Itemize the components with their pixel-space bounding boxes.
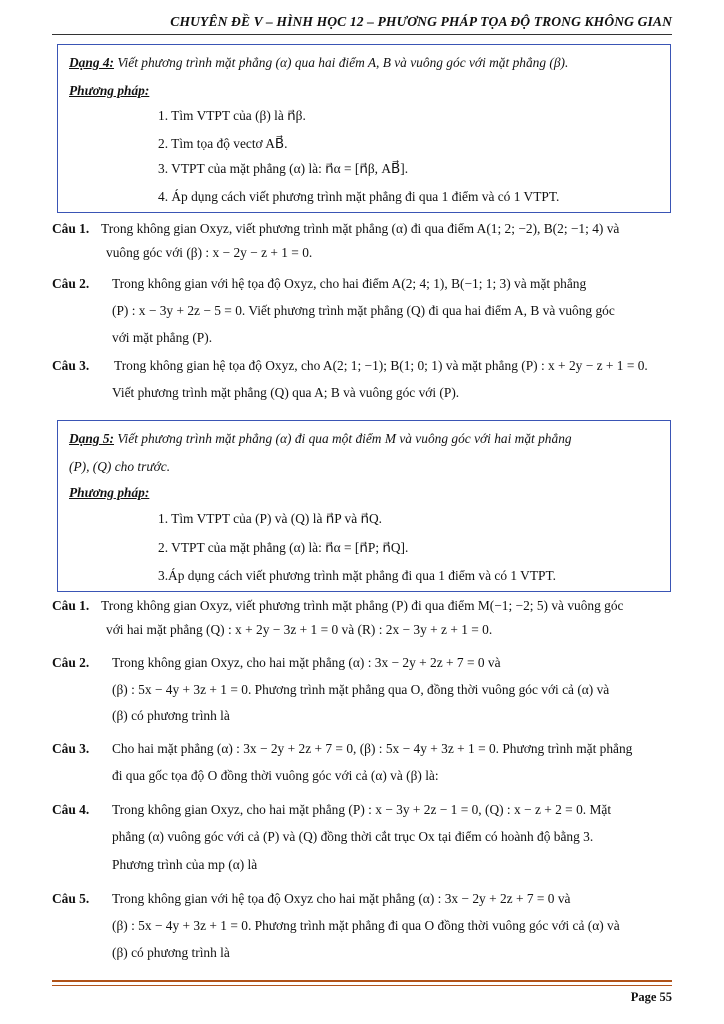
dang5-heading <box>69 431 572 447</box>
dang5-label: Dạng 5: <box>69 431 115 446</box>
question-label: Câu 3. <box>52 741 90 756</box>
question-line: với mặt phẳng (P). <box>112 330 213 345</box>
page-header: CHUYÊN ĐỀ V – HÌNH HỌC 12 – PHƯƠNG PHÁP TỌA ĐỘ TRONG KHÔNG GIAN <box>170 14 672 29</box>
question-line: Cho hai mặt phẳng (α) : 3x − 2y + 2z + 7 = 0, (β) : 5x − 4y + 3z + 1 = 0. Phương trình mặt phẳng <box>112 741 633 756</box>
dang4-step: 2. Tìm tọa độ vectơ AB⃗. <box>158 136 288 151</box>
question-line: (β) : 5x − 4y + 3z + 1 = 0. Phương trình mặt phẳng đi qua O đồng thời vuông góc với cả (α) và <box>112 918 620 933</box>
footer-divider <box>52 980 672 982</box>
question-line: (β) có phương trình là <box>112 708 230 723</box>
dang5-title-cont: (P), (Q) cho trước. <box>69 459 171 474</box>
question-line: đi qua gốc tọa độ O đồng thời vuông góc với cả (α) và (β) là: <box>112 768 439 783</box>
header-divider <box>52 34 672 35</box>
footer-divider-thin <box>52 985 672 986</box>
question-label: Câu 3. <box>52 358 90 373</box>
dang5-step: 2. VTPT của mặt phẳng (α) là: n⃗α = [n⃗P; n⃗Q]. <box>158 540 409 555</box>
page-number: Page 55 <box>630 990 672 1004</box>
dang4-step: 1. Tìm VTPT của (β) là n⃗β. <box>158 108 306 123</box>
dang4-heading <box>69 55 568 71</box>
dang5-step: 1. Tìm VTPT của (P) và (Q) là n⃗P và n⃗Q. <box>158 511 383 526</box>
question-label: Câu 2. <box>52 655 90 670</box>
question-line: (P) : x − 3y + 2z − 5 = 0. Viết phương trình mặt phẳng (Q) đi qua hai điểm A, B và vuông góc <box>112 303 615 318</box>
question-line: Viết phương trình mặt phẳng (Q) qua A; B và vuông góc với (P). <box>112 385 460 400</box>
question-line: Trong không gian với hệ tọa độ Oxyz cho hai mặt phẳng (α) : 3x − 2y + 2z + 7 = 0 và <box>112 891 571 906</box>
question-line: (β) có phương trình là <box>112 945 230 960</box>
dang5-title: Viết phương trình mặt phẳng (α) đi qua một điểm M và vuông góc với hai mặt phẳng <box>117 431 572 446</box>
question-label: Câu 2. <box>52 276 90 291</box>
question-line: Trong không gian hệ tọa độ Oxyz, cho A(2; 1; −1); B(1; 0; 1) và mặt phẳng (P) : x + 2y − z + 1 = 0. <box>114 358 648 373</box>
question-line: với hai mặt phẳng (Q) : x + 2y − 3z + 1 = 0 và (R) : 2x − 3y + z + 1 = 0. <box>106 622 493 637</box>
dang4-method-label: Phương pháp: <box>69 83 150 98</box>
question-label: Câu 1. <box>52 221 90 236</box>
question-label: Câu 4. <box>52 802 90 817</box>
question-label: Câu 1. <box>52 598 90 613</box>
question-line: Trong không gian với hệ tọa độ Oxyz, cho hai điểm A(2; 4; 1), B(−1; 1; 3) và mặt phẳng <box>112 276 587 291</box>
question-line: Trong không gian Oxyz, viết phương trình mặt phẳng (α) đi qua điểm A(1; 2; −2), B(2; −1; 4) và <box>101 221 620 236</box>
question-line: Phương trình của mp (α) là <box>112 857 258 872</box>
dang4-title: Viết phương trình mặt phẳng (α) qua hai điểm A, B và vuông góc với mặt phẳng (β). <box>117 55 569 70</box>
dang5-step: 3.Áp dụng cách viết phương trình mặt phẳng đi qua 1 điểm và có 1 VTPT. <box>158 568 557 583</box>
question-line: Trong không gian Oxyz, cho hai mặt phẳng (α) : 3x − 2y + 2z + 7 = 0 và <box>112 655 501 670</box>
question-line: Trong không gian Oxyz, cho hai mặt phẳng (P) : x − 3y + 2z − 1 = 0, (Q) : x − z + 2 = 0. Mặt <box>112 802 612 817</box>
question-line: vuông góc với (β) : x − 2y − z + 1 = 0. <box>106 245 313 260</box>
question-line: (β) : 5x − 4y + 3z + 1 = 0. Phương trình mặt phẳng qua O, đồng thời vuông góc với cả (α) và <box>112 682 610 697</box>
question-line: phẳng (α) vuông góc với cả (P) và (Q) đồng thời cắt trục Ox tại điểm có hoành độ bằng 3. <box>112 829 594 844</box>
dang4-label: Dạng 4: <box>69 55 115 70</box>
dang4-step: 4. Áp dụng cách viết phương trình mặt phẳng đi qua 1 điểm và có 1 VTPT. <box>158 189 560 204</box>
dang5-method-label: Phương pháp: <box>69 485 150 500</box>
question-line: Trong không gian Oxyz, viết phương trình mặt phẳng (P) đi qua điểm M(−1; −2; 5) và vuông góc <box>101 598 624 613</box>
question-label: Câu 5. <box>52 891 90 906</box>
dang4-step: 3. VTPT của mặt phẳng (α) là: n⃗α = [n⃗β, AB⃗]. <box>158 161 409 176</box>
